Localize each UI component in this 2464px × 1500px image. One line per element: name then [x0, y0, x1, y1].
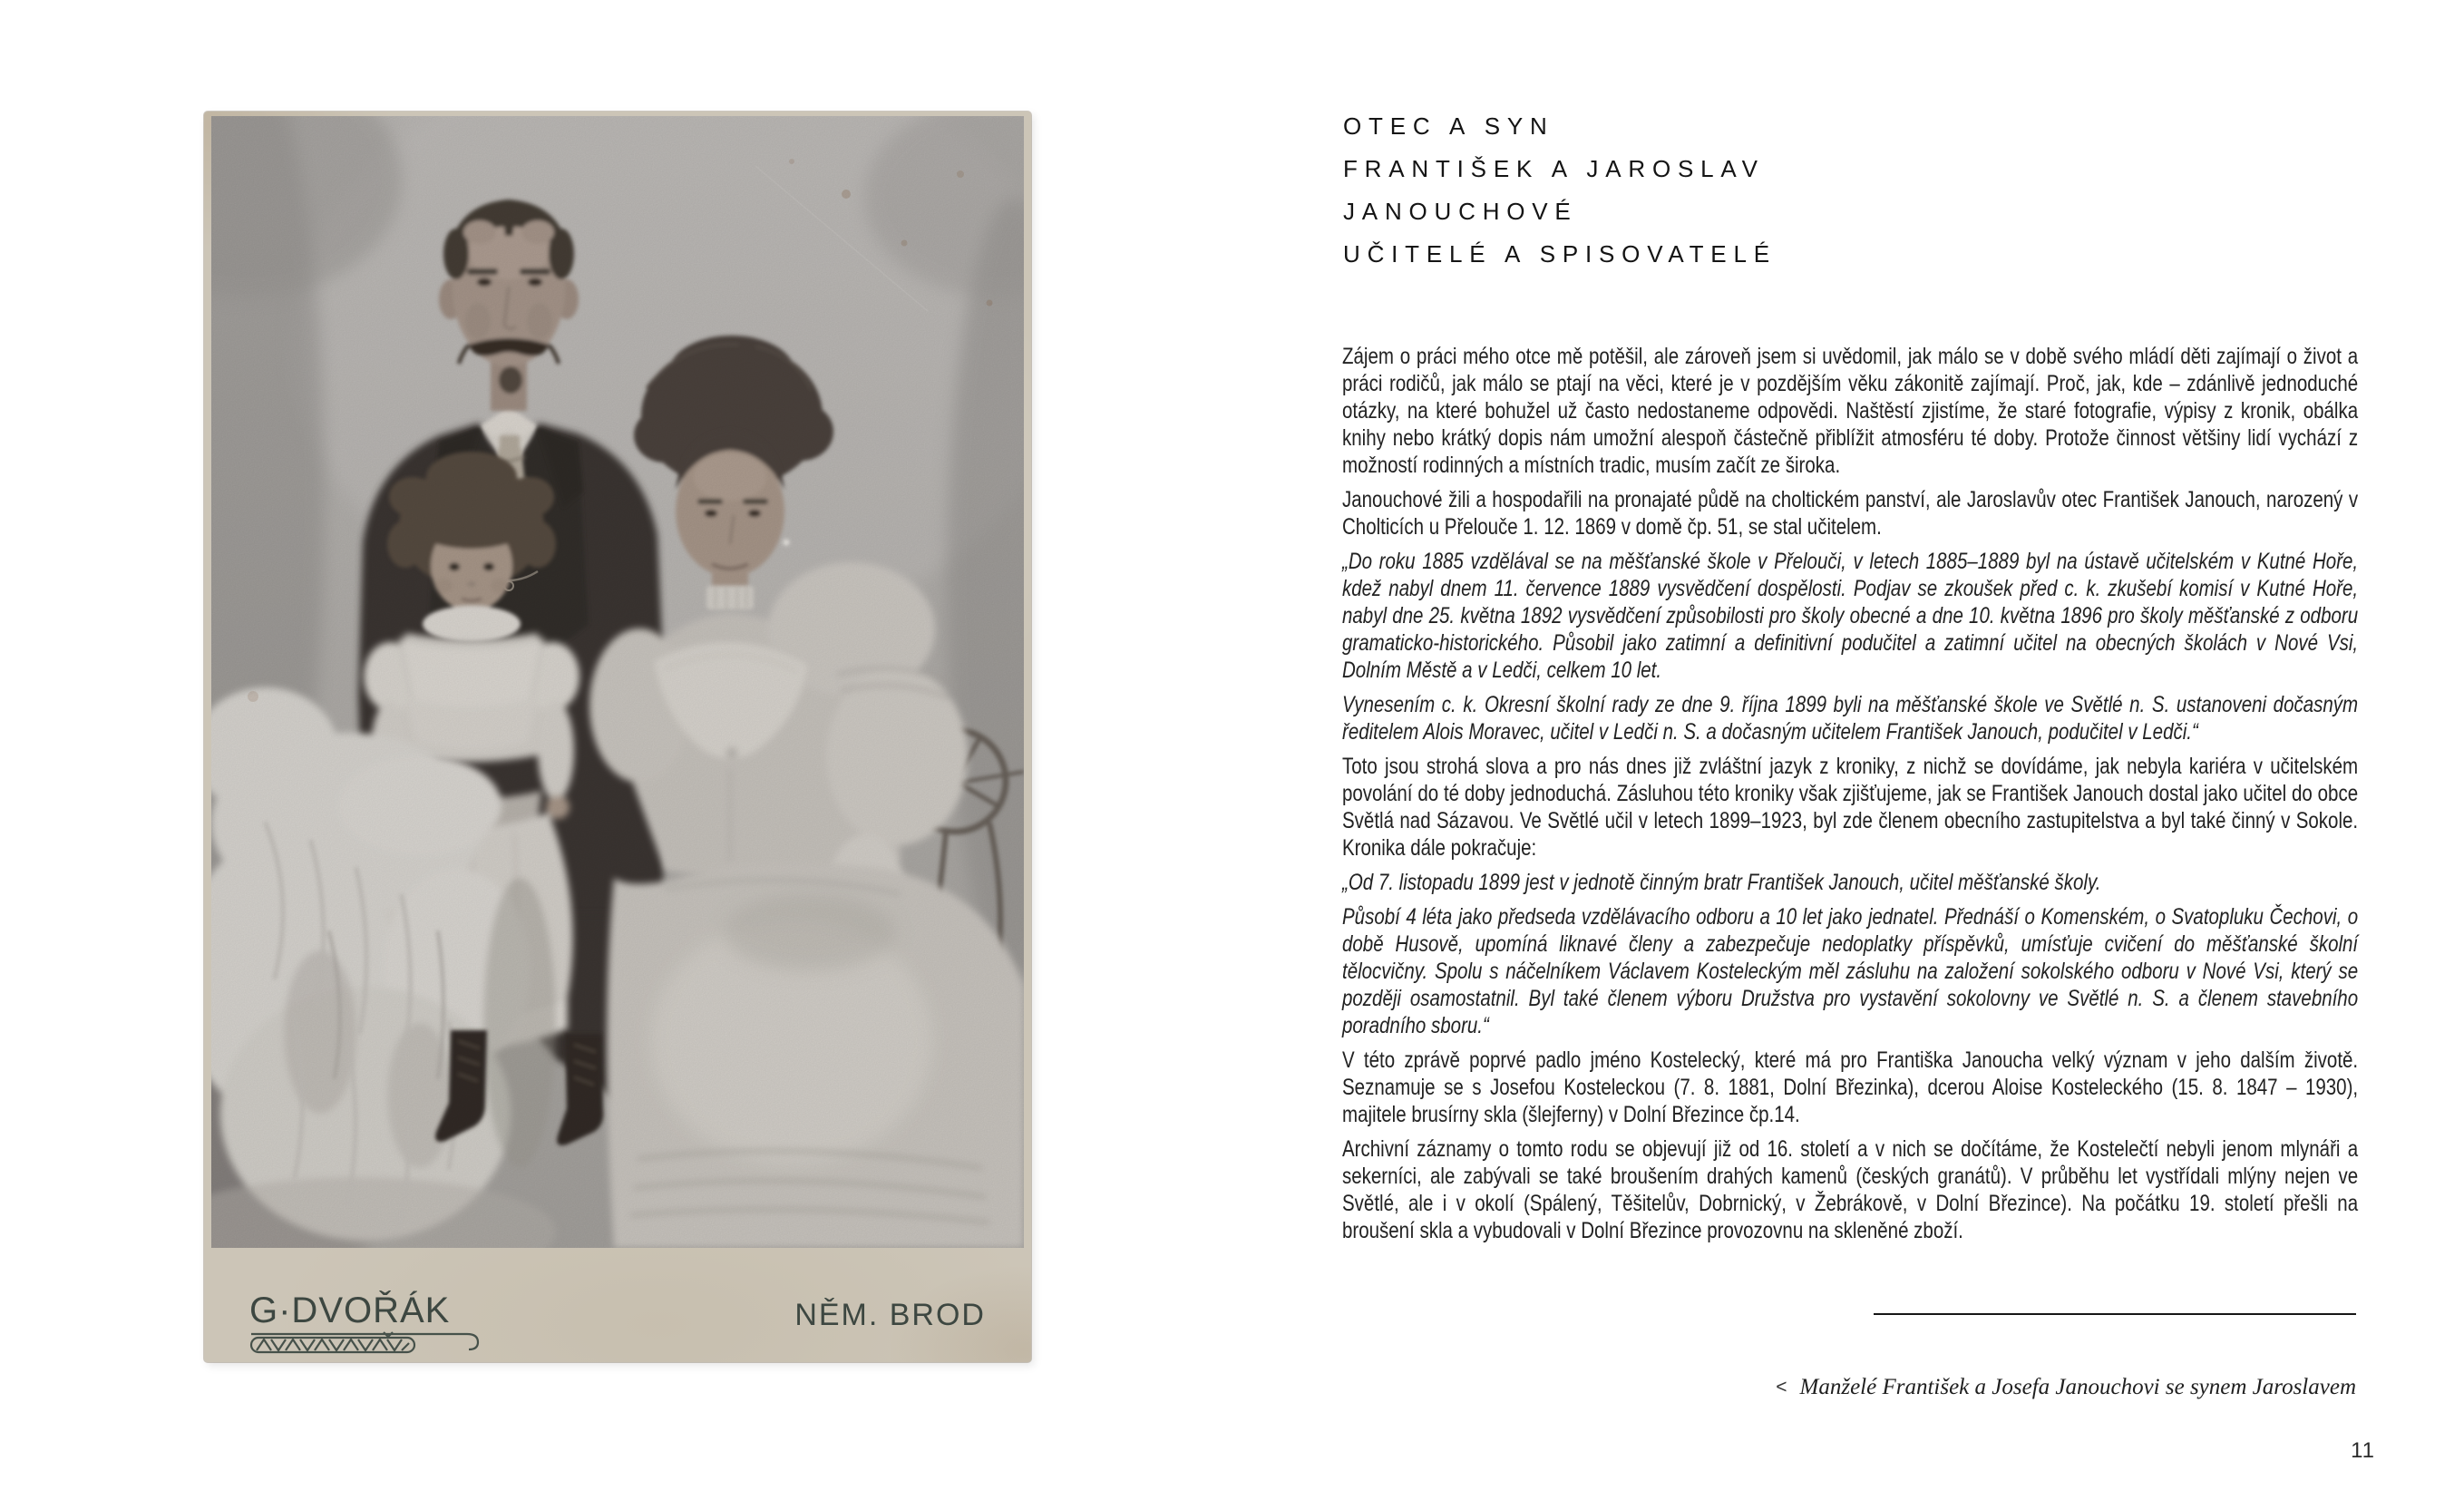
- chapter-title: [1343, 105, 1777, 276]
- chronicle-quote-paragraph: „Do roku 1885 vzdělával se na měšťanské škole v Přelouči, v letech 1885–1889 byl na ústavě učitelském v Kutné Hoře, kdež nabyl dnem 11. července 1889 vysvědčení dospělosti. Podjav se zkoušek před c. k. zkušebí komisí v Kutné Hoře, nabyl dne 25. května 1892 vysvědčení způsobilosti pro školy obecné a dne 10. května 1896 pro školy měšťanské z odboru gramaticko-historického. Působil jako zatimní a definitivní podučitel a zatimní učitel na obecných školách v Nové Vsi, Dolním Městě a v Ledči, celkem 10 let.: [1342, 549, 2359, 683]
- family-portrait-illustration: [211, 116, 1024, 1248]
- title-line: JANOUCHOVÉ: [1343, 198, 1578, 225]
- body-paragraph: Toto jsou strohá slova a pro nás dnes již zvláštní jazyk z kroniky, z nichž se dovídáme, jak nebyla kariéra v učitelském povolání do té doby jednoduchá. Zásluhou této kroniky však zjišťujeme, jak se František Janouch dostal jako učitel do obce Světlá nad Sázavou. Ve Světlé učil v letech 1899–1923, byl zde členem obecního zastupitelstva a byl také činný v Sokole. Kronika dále pokračuje:: [1342, 754, 2359, 861]
- body-text: [1342, 343, 2358, 1252]
- title-line: UČITELÉ A SPISOVATELÉ: [1343, 240, 1777, 268]
- body-paragraph: Janouchové žili a hospodařili na pronajaté půdě na choltickém panství, ale Jaroslavův otec František Janouch, narozený v Cholticích u Přelouče 1. 12. 1869 v domě čp. 51, se stal učitelem.: [1342, 487, 2359, 540]
- title-line: FRANTIŠEK A JAROSLAV: [1343, 155, 1765, 182]
- chronicle-quote-paragraph: „Od 7. listopadu 1899 jest v jednotě činným bratr František Janouch, učitel měšťanské školy.: [1342, 870, 2101, 895]
- chronicle-quote-paragraph: Působí 4 léta jako předseda vzdělávacího odboru a 10 let jako jednatel. Přednáší o Komenském, o Svatopluku Čechovi, o době Husově, upomíná liknavé členy a zabezpečuje nedoplatky příspěvků, umísťuje cvičení do měšťanské školní tělocvičny. Spolu s náčelníkem Václavem Kosteleckým měl zásluhu na založení sokolského odboru v Nové Vsi, který se později osamostatnil. Byl také členem výboru Družstva pro vystavění sokolovny ve Světlé n. S. a členem stavebního poradního sboru.“: [1342, 904, 2359, 1038]
- body-paragraph: Archivní záznamy o tomto rodu se objevují již od 16. století a v nich se dočítáme, že Kostelečtí nebyli jenom mlynáři a sekerníci, ale zabývali se také broušením drahých kamenů (českých granátů). V průběhu let vystřídali mlýny nejen ve Světlé, ale i v okolí (Spálený, Těšitelův, Dobrnický, v Žebrákově, v Dolní Březince). Na počátku 19. století přešli na broušení skla a vybudovali v Dolní Březince provozovnu na skleněné zboží.: [1342, 1136, 2359, 1243]
- title-line: OTEC A SYN: [1343, 112, 1554, 140]
- photo-caption: [1776, 1375, 2356, 1400]
- photographer-name: G·DVOŘÁK: [249, 1291, 451, 1330]
- chronicle-quote-paragraph: Vynesením c. k. Okresní školní rady ze dne 9. října 1899 byli na měšťanské škole ve Světlé n. S. ustanoveni dočasným ředitelem Alois Moravec, učitel v Ledči n. S. a dočasným učitelem František Janouch, podučitel v Ledči.“: [1342, 692, 2359, 745]
- caption-pointer-icon: <: [1776, 1377, 1787, 1398]
- cabinet-card: [204, 112, 1031, 1362]
- body-paragraph: V této zprávě poprvé padlo jméno Kostelecký, které má pro Františka Janoucha velký význam v jeho dalším životě. Seznamuje se s Josefou Kosteleckou (7. 8. 1881, Dolní Březinka), dcerou Aloise Kosteleckého (15. 8. 1847 – 1930), majitele brusírny skla (šlejferny) v Dolní Březince čp.14.: [1342, 1047, 2359, 1127]
- family-portrait-photo: [211, 116, 1024, 1248]
- caption-divider-rule: [1874, 1313, 2356, 1315]
- studio-city: NĚM. BROD: [794, 1298, 986, 1332]
- body-paragraph: Zájem o práci mého otce mě potěšil, ale zároveň jsem si uvědomil, jak málo se v době svého mládí děti zajímají o život a práci rodičů, jak málo se ptají na věci, které je v pozdějším věku zákonitě zajímají. Proč, jak, kde – zdánlivě jednoduché otázky, na které bohužel už často nedostaneme odpovědi. Naštěstí zjistíme, že staré fotografie, výpisy z kronik, obálka knihy nebo krátký dopis nám umožní alespoň částečně přiblížit atmosféru té doby. Protože činnost většiny lidí vychází z možností rodinných a místních tradic, musím začít ze široka.: [1342, 344, 2359, 478]
- page-number: 11: [2351, 1438, 2375, 1463]
- caption-text: Manželé František a Josefa Janouchovi se synem Jaroslavem: [1799, 1375, 2356, 1399]
- art-nouveau-ornament: [249, 1330, 483, 1356]
